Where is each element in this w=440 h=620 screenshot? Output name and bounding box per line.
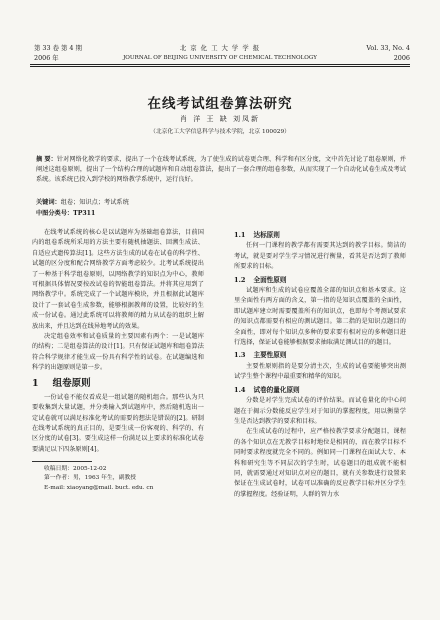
subsection-title: 全面性原则: [253, 275, 287, 284]
keywords-text: 组卷；知识点；考试系统: [60, 199, 129, 206]
header-rule: [30, 64, 410, 65]
subsection-title: 主要性原则: [253, 351, 287, 360]
subsection-heading-1-3: [234, 350, 406, 360]
subsection-heading-1-4: [234, 385, 406, 395]
keywords-label: 关键词：: [36, 199, 61, 206]
paragraph: 一份试卷不能仅看成是一组试题的随机组合。那些认为只要收集到大量试题，并分类输入到试题库中，然后随机选出一定试卷就可以满足标准化考试的需要的想法是错误的[2]。研制在线考试系统的真正目的，是要生成一份客观的、科学的、有区分度的试卷[3]。要生成这样一份满足以上要求的标准化试卷要满足以下四条原则[4]。: [32, 393, 204, 453]
abstract-label: 摘 要：: [36, 156, 57, 163]
header-vol-en: Vol. 33, No. 4: [366, 44, 410, 52]
header-journal-cn: 北 京 化 工 大 学 学 报: [179, 44, 261, 52]
paragraph: 分数是对学生完成试卷的评价结果。而试卷量化的中心问题在于揭示分数能反应学生对于知识的掌握程度，用以衡量学生是否达到教学的要求和目标。: [234, 397, 406, 425]
header-volume: 第 33 卷 第 4 期: [34, 44, 82, 52]
paper-title: 在线考试组卷算法研究: [147, 96, 293, 112]
header-year-en: 2006: [393, 54, 410, 62]
subsection-title: 试卷的量化原则: [253, 385, 300, 394]
subsection-number: 1.4: [234, 385, 246, 394]
header-year: 2006 年: [34, 54, 59, 62]
abstract: [36, 155, 406, 184]
paper-authors: 肖 洋 王 缺 刘凤新: [180, 115, 260, 123]
section-title: 组卷原则: [52, 377, 91, 389]
paper-affiliation: （北京化工大学信息科学与技术学院，北京 100029）: [150, 129, 290, 135]
subsection-number: 1.1: [234, 231, 246, 239]
paragraph: 试题库和生成的试卷应覆盖全部的知识点和基本要求。这里全面性有两方面的含义，第一指的是知识点覆盖的全面性，即试题库建立时需要覆盖所有的知识点，也即每个考测试要求的知识点都需要有相应的测试题目。第二指的是知识点题目的全面性，即对每个知识点多种的要求要有相对应的多种题目进行选择，保证试卷能够根据要求抽取满足测试目的的题目。: [234, 287, 406, 347]
column-left: [32, 228, 204, 493]
paragraph: 决定组卷效率和试卷质量的主要因素有两个：一是试题库的结构；二是组卷算法的设计[1]。只有保证试题库和组卷算法符合科学规律才能生成一份具有科学性的试卷。在试题编选和科学的出题原则是第一步。: [32, 333, 204, 372]
section-number: 1: [32, 377, 39, 389]
footnote-rule: [32, 461, 92, 462]
footnote-received: 收稿日期：2005-12-02: [44, 466, 107, 473]
paragraph: 在线考试系统的核心是以试题库为基础组卷算法，目前国内的组卷系统所采用的方法主要有随机抽题法、回溯生成法、自适应式遗传算法[1]。这些方法生成的试卷在试卷的科学性、试题的区分度和配合网络教学方面考虑较少。北考试系统提出了一种基于科学组卷原则，以网络教学的知识点为中心，教师可根据具体情况要按改试卷的智能组卷算法。并将其应用到了网络教学中。系统完成了一个试题库模块，并且根据此试题库设计了一套试卷生成参数，能够根据教师的设置，比较好的生成一份试卷。通过此系统可以将教师的精力从试卷的组织上解放出来，并且达到在线异地考试的效果。: [32, 229, 204, 330]
keywords: [36, 198, 129, 207]
subsection-number: 1.3: [234, 351, 246, 360]
footnote-author: 第一作者：男，1963 年生，副教授: [44, 475, 136, 482]
paragraph: 任何一门课程的教学都有需要其达到的教学目标。简洁的考试，就是要对学生学习情况进行衡量，看其是否达到了教师所要求的目标。: [234, 242, 406, 271]
header-journal-en: JOURNAL OF BEIJING UNIVERSITY OF CHEMICAL TECHNOLOGY: [123, 55, 317, 61]
subsection-number: 1.2: [234, 275, 246, 284]
clc-number: 中图分类号：TP311: [36, 210, 96, 217]
subsection-heading-1-2: [234, 275, 406, 285]
subsection-heading-1-1: [234, 230, 406, 240]
header-rule-thin: [30, 66, 410, 67]
column-right: [234, 228, 406, 500]
subsection-title: 达标原则: [253, 231, 280, 239]
paragraph: 主要性原则指的是要分清主次，生成的试卷要能够突出测试学生整个课程中最重要和精华的知识。: [234, 362, 406, 381]
paragraph: 在生成试卷的过程中，应严格按教学要求分配题目，课程的各个知识点在无教学目标时地位是相同的，而在教学目标不同时要求程度就完全不同的。例如同一门课程在面试大专、本科和研究生等不同层次的学生时，试卷题目的组成就不能相同，就需要通过对知识点对应的题目，就有关参数进行设置来保证在生成试卷时，试卷可以准确的反应教学目标并区分学生的掌握程度。经验证明，人群的智力水: [234, 428, 406, 498]
footnote-email: E-mail: xiaoyang@mail. buct. edu. cn: [44, 484, 154, 491]
abstract-text: 针对网络化教学的要求，提出了一个在线考试系统，为了使生成的试卷更合理、科学和有区分度，文中首先讨论了组卷原则，并阐述这组卷原则，提出了一个结构合理的试题库和自动组卷算法，提出了一套合理的组卷参数，从而实现了一个自动化试卷生成及考试系统。该系统已投入到学校的网络教学系统中，运行良好。: [36, 156, 406, 183]
section-heading-1: [32, 378, 204, 390]
